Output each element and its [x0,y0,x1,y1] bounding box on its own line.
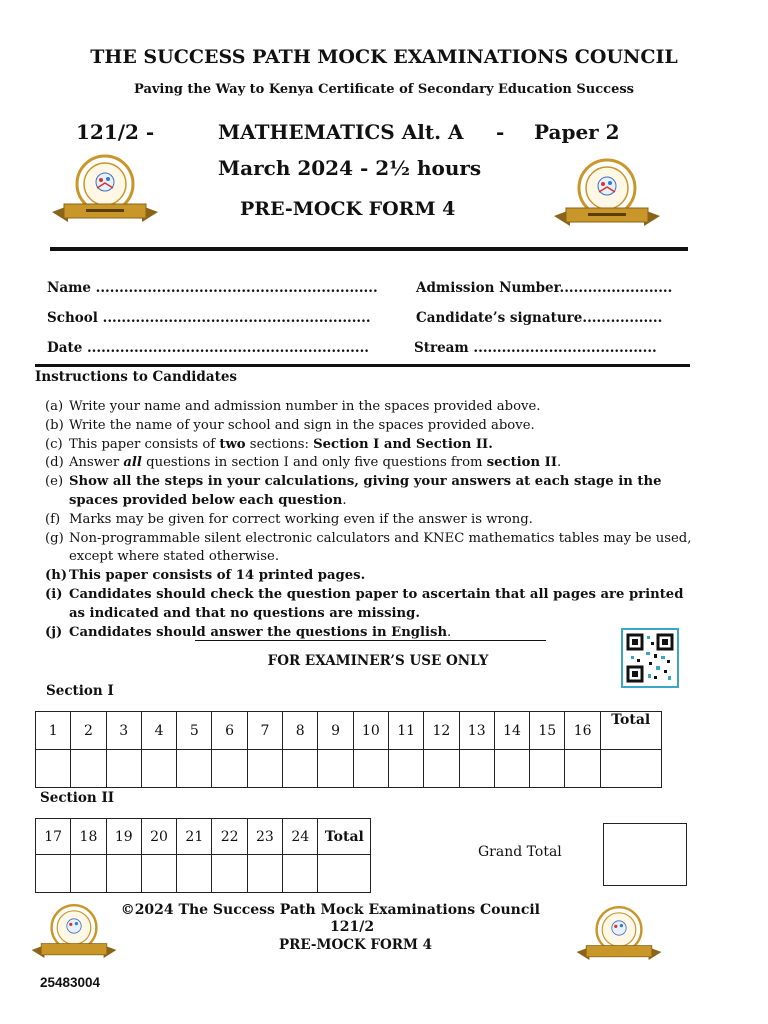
section1-score-cell[interactable] [459,750,494,788]
instruction-label: (h) [45,568,68,584]
section1-score-cell[interactable] [141,750,176,788]
instruction-text-part: . [447,624,452,640]
section2-total-header: Total [318,819,371,855]
section2-score-cell[interactable] [106,855,141,893]
section2-question-number: 24 [283,819,318,855]
instructions-underline [195,640,546,641]
section2-question-number: 19 [106,819,141,855]
signature-field[interactable]: Candidate’s signature................. [416,310,663,326]
council-logo-right [552,156,662,236]
instruction-text-part: Answer [69,455,124,471]
instruction-item [45,398,695,417]
section1-score-cell[interactable] [494,750,529,788]
instruction-text [69,417,695,436]
instruction-text [69,530,695,568]
section1-question-number: 12 [424,712,459,750]
section1-score-cell[interactable] [247,750,282,788]
instruction-label: (d) [45,455,64,471]
instruction-item [45,473,695,511]
instruction-label: (c) [45,436,63,452]
section1-question-number: 6 [212,712,247,750]
instruction-label: (e) [45,474,64,490]
footer-level: PRE-MOCK FORM 4 [279,937,432,953]
section1-question-number: 10 [353,712,388,750]
section1-score-cell[interactable] [177,750,212,788]
instruction-text [69,436,695,455]
paper-code: 121/2 - [76,120,155,144]
section2-score-cell[interactable] [36,855,71,893]
instruction-text-part: section II [486,455,557,471]
section1-question-number: 8 [283,712,318,750]
examiner-title: FOR EXAMINER’S USE ONLY [267,653,489,669]
serial-number: 25483004 [40,975,101,990]
instruction-text-part: two [219,436,246,452]
instruction-item [45,511,695,530]
instructions-list [45,398,695,642]
section2-score-cell[interactable] [283,855,318,893]
section1-question-number: 11 [388,712,423,750]
section2-score-cell[interactable] [177,855,212,893]
instruction-text-part: This paper consists of 14 printed pages. [69,568,366,584]
subject-title: MATHEMATICS Alt. A [218,120,464,144]
section2-score-cell[interactable] [247,855,282,893]
instruction-item [45,567,695,586]
instruction-text-part: sections: [245,436,314,452]
instruction-text-part: Show all the steps in your calculations, giving your answers at each stage in the spaces provided below each question [69,474,662,508]
section1-score-cell[interactable] [530,750,565,788]
exam-level: PRE-MOCK FORM 4 [240,198,456,220]
instruction-text [69,473,695,511]
instruction-text-part: Marks may be given for correct working even if the answer is wrong. [69,511,533,527]
section1-question-number: 16 [565,712,600,750]
section2-score-cell[interactable] [141,855,176,893]
instruction-label: (j) [45,624,63,640]
instruction-item [45,454,695,473]
section1-score-cell[interactable] [71,750,106,788]
section1-score-cell[interactable] [36,750,71,788]
grand-total-label: Grand Total [478,844,562,860]
date-field[interactable]: Date ............................................................ [47,340,369,356]
stream-field[interactable]: Stream ....................................... [414,340,657,356]
instruction-label: (g) [45,530,64,546]
instruction-text-part: This paper consists of [69,436,220,452]
header-rule [50,247,688,251]
instruction-text-part: all [123,455,142,471]
section-1-table [35,711,662,788]
footer-copyright [0,902,660,918]
instruction-label: (f) [45,511,61,527]
footer-copyright-text: ©2024 The Success Path Mock Examinations Council [120,902,540,918]
name-field[interactable]: Name ............................................................ [47,280,378,296]
instruction-text-part: questions in section I and only five questions from [141,455,487,471]
section1-question-number: 1 [36,712,71,750]
council-logo-left [50,152,160,232]
grand-total-box[interactable] [603,823,687,886]
section2-score-cell[interactable] [212,855,247,893]
section-2-table [35,818,371,893]
instruction-text [69,454,695,473]
exam-date-duration: March 2024 - 2½ hours [218,156,482,180]
school-field[interactable]: School ......................................................... [47,310,371,326]
section1-total-header: Total [600,712,661,750]
section2-score-cell[interactable] [71,855,106,893]
instruction-item [45,530,695,568]
section2-question-number: 23 [247,819,282,855]
section1-score-cell[interactable] [283,750,318,788]
section2-total-cell[interactable] [318,855,371,893]
title-separator: - [496,120,505,144]
section1-question-number: 14 [494,712,529,750]
instruction-text [69,586,695,624]
section1-question-number: 15 [530,712,565,750]
instruction-text-part: Candidates should check the question paper to ascertain that all pages are printed as indicated and that no questions are missing. [69,586,684,621]
section1-score-cell[interactable] [106,750,141,788]
instruction-text-part: Section I and Section II. [313,436,493,452]
footer-code: 121/2 [330,919,375,935]
instruction-text-part: Write your name and admission number in the spaces provided above. [69,399,541,414]
section1-total-cell[interactable] [600,750,661,788]
section1-question-number: 2 [71,712,106,750]
instruction-item [45,417,695,436]
section-1-label: Section I [46,683,114,699]
instruction-text-part: . [342,492,347,508]
section1-score-cell[interactable] [353,750,388,788]
instruction-item [45,586,695,624]
instruction-text-part: Non-programmable silent electronic calculators and KNEC mathematics tables may be used, except where stated otherwise. [69,530,692,565]
instruction-label: (a) [45,399,64,414]
instruction-label: (i) [45,586,63,602]
section2-question-number: 21 [177,819,212,855]
section-2-label: Section II [40,790,115,806]
instruction-text-part: Candidates should answer the questions in English [69,624,448,640]
paper-number: Paper 2 [534,120,620,144]
section1-score-cell[interactable] [388,750,423,788]
instruction-label: (b) [45,417,64,433]
admission-number-field[interactable]: Admission Number........................ [416,280,673,296]
instruction-text [69,398,695,417]
tagline: Paving the Way to Kenya Certificate of Secondary Education Success [134,82,634,97]
instruction-text [69,511,695,530]
section2-question-number: 20 [141,819,176,855]
instruction-text-part: Write the name of your school and sign in the spaces provided above. [69,417,535,433]
section1-score-cell[interactable] [565,750,600,788]
section1-question-number: 5 [177,712,212,750]
instruction-item [45,436,695,455]
instruction-text-part: . [557,455,562,471]
section1-score-cell[interactable] [424,750,459,788]
section1-question-number: 7 [247,712,282,750]
section2-question-number: 17 [36,819,71,855]
section1-question-number: 9 [318,712,353,750]
instructions-title: Instructions to Candidates [35,369,238,385]
section1-question-number: 4 [141,712,176,750]
council-title: THE SUCCESS PATH MOCK EXAMINATIONS COUNCIL [90,46,678,68]
section2-question-number: 22 [212,819,247,855]
section1-question-number: 13 [459,712,494,750]
fields-rule [35,364,690,367]
instruction-text [69,567,695,586]
section1-question-number: 3 [106,712,141,750]
section1-score-cell[interactable] [212,750,247,788]
section2-question-number: 18 [71,819,106,855]
section1-score-cell[interactable] [318,750,353,788]
